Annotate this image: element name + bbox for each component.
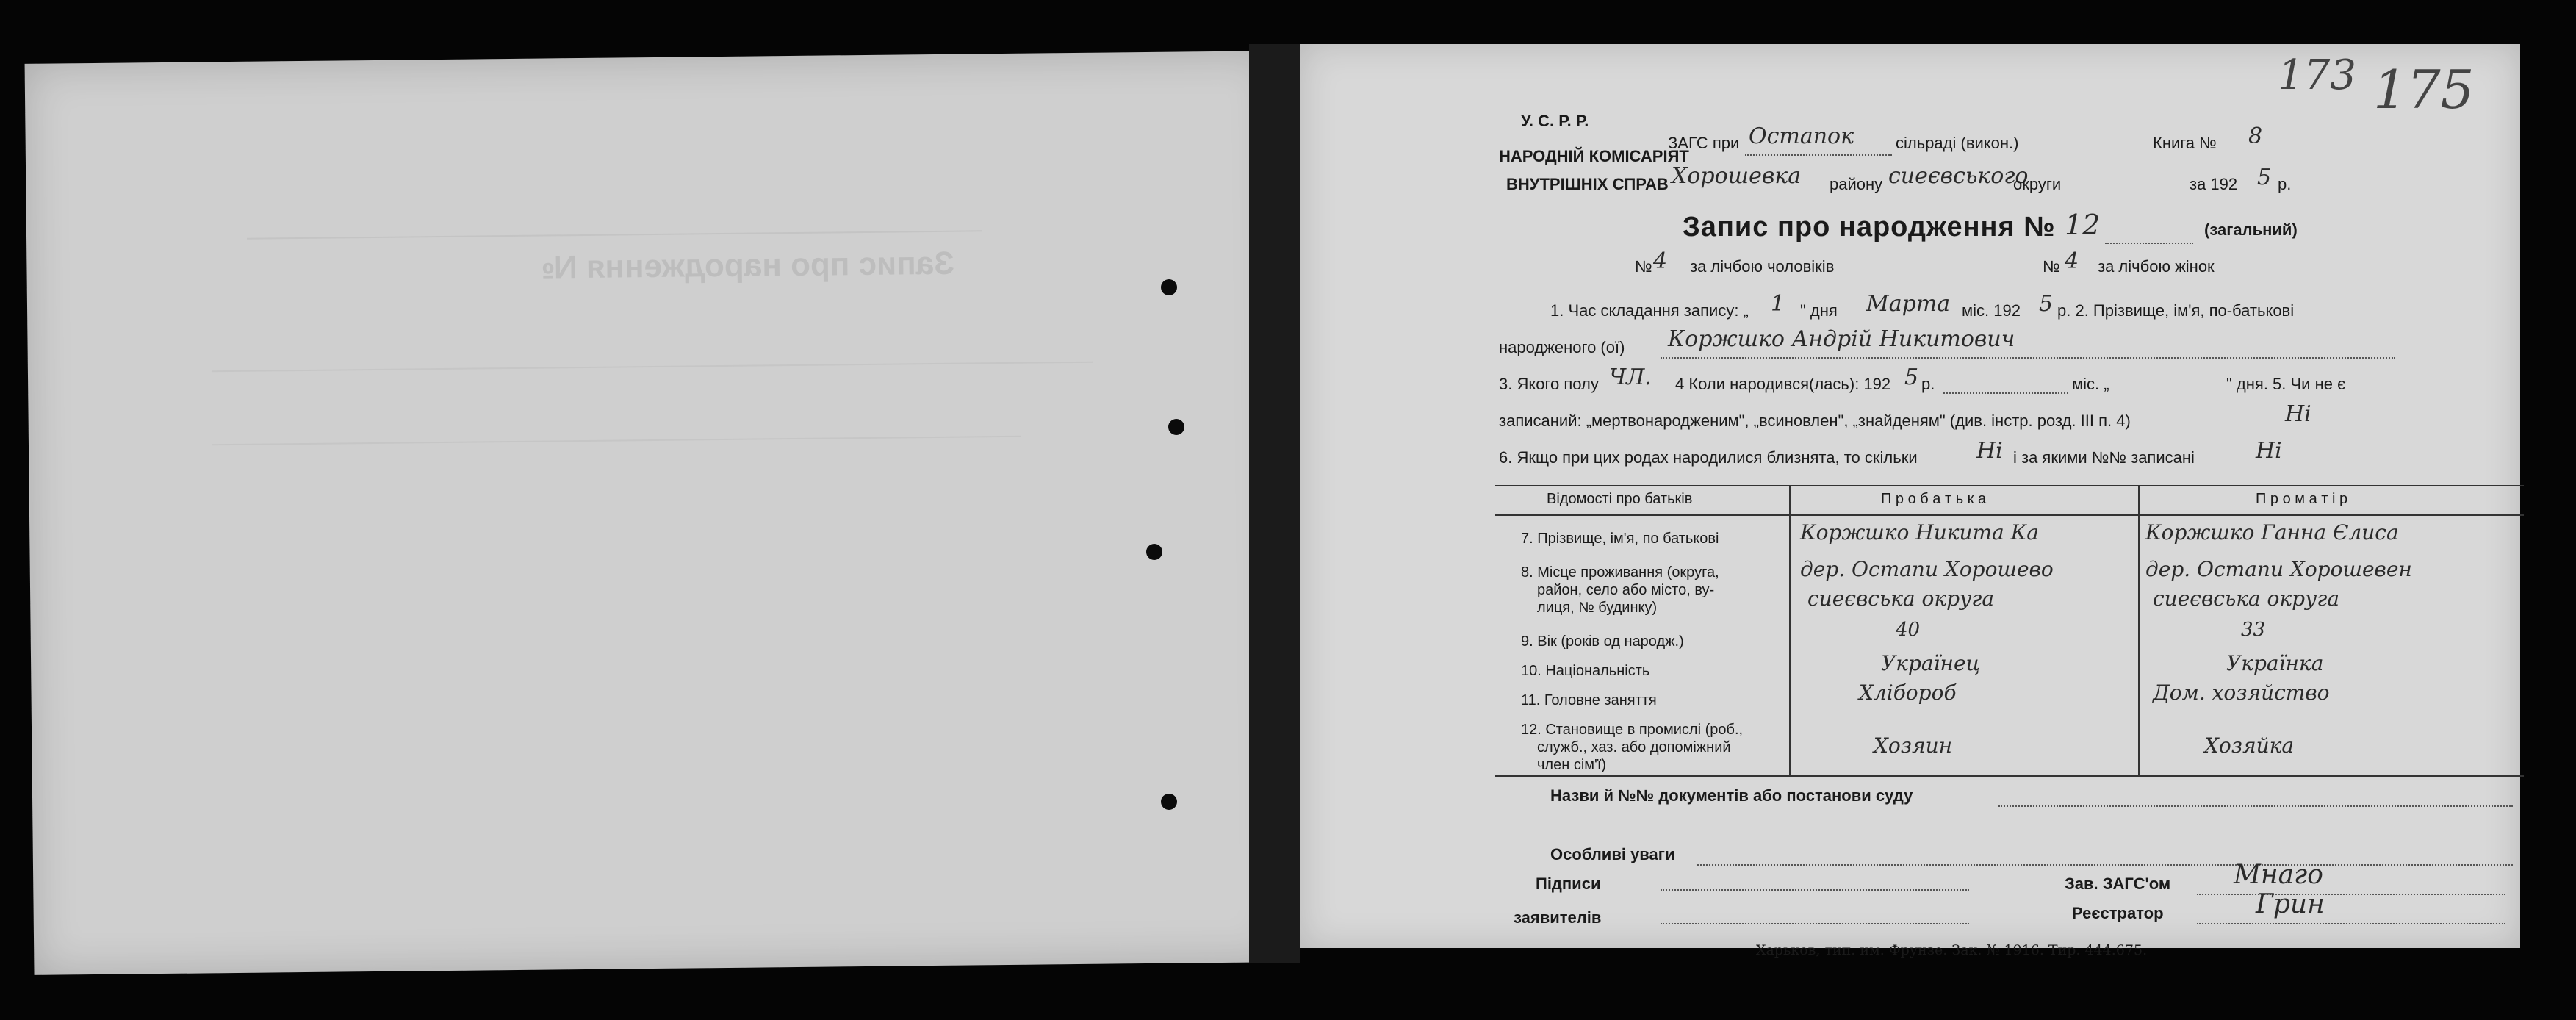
documents-label: Назви й №№ документів або постанови суду <box>1550 786 1913 805</box>
year-label: за 192 <box>2190 175 2238 193</box>
field-1-year-label: міс. 192 <box>1962 301 2021 320</box>
field-1-label: 1. Час складання запису: „ <box>1550 301 1749 320</box>
table-row-label: 11. Головне заняття <box>1521 692 1657 708</box>
field-4-label: 4 Коли народився(лась): 192 <box>1675 375 1891 393</box>
table-row-label: 9. Вік (років од народж.) <box>1521 633 1684 650</box>
field-2-label: р. 2. Прізвище, ім'я, по-батькові <box>2057 301 2295 320</box>
twins-count: Ні <box>1976 438 2003 464</box>
table-header-mother: П р о м а т і р <box>2256 491 2348 507</box>
okrug-label: округи <box>2013 175 2062 193</box>
remarks-label: Особливі уваги <box>1550 845 1675 863</box>
book-number: 8 <box>2248 123 2263 149</box>
binding-hole <box>1146 544 1162 560</box>
female-count-label: за лічбою жінок <box>2098 257 2215 276</box>
district-label: району <box>1830 175 1883 193</box>
ghost-line <box>212 436 1021 446</box>
table-header-info: Відомості про батьків <box>1547 491 1693 507</box>
org-commissariat: НАРОДНІЙ КОМІСАРІЯТ <box>1499 147 1689 165</box>
binding-hole <box>1168 419 1184 435</box>
father-residence: дер. Остапи Хорошево <box>1800 557 2054 581</box>
mother-nationality: Українка <box>2226 651 2324 675</box>
table-header-father: П р о б а т ь к а <box>1881 491 1987 507</box>
zags-label: ЗАГС при <box>1668 134 1740 152</box>
female-count-prefix: № <box>2043 257 2060 276</box>
year-digit: 5 <box>2257 165 2272 190</box>
year-suffix: р. <box>2278 175 2292 193</box>
print-imprint: Харьков, тип. им. Фрунзе. Зак. № 1916. Тир. 444.675. <box>1756 942 2148 958</box>
child-sex: ЧЛ. <box>1609 364 1652 390</box>
male-count-prefix: № <box>1635 257 1652 276</box>
mother-okrug: сиеєвська округа <box>2153 586 2340 611</box>
father-nationality: Українец <box>1881 651 1981 675</box>
zags-village: Остапок <box>1749 123 1854 149</box>
mother-occupation: Дом. хозяйство <box>2153 680 2330 705</box>
org-internal-affairs: ВНУТРІШНІХ СПРАВ <box>1506 175 1669 193</box>
field-1-day-suffix: " дня <box>1800 301 1838 320</box>
registrar-label: Реєстратор <box>2072 904 2164 922</box>
ghost-line <box>247 230 982 239</box>
registrar-signature: Грин <box>2256 889 2325 919</box>
father-occupation: Хлібороб <box>1859 680 1957 705</box>
record-number: 12 <box>2065 209 2101 241</box>
birth-year: 5 <box>1904 364 1919 390</box>
male-count-label: за лічбою чоловіків <box>1690 257 1835 276</box>
table-row-label: 8. Місце проживання (округа, <box>1521 564 1719 581</box>
mother-age: 33 <box>2241 619 2266 641</box>
birth-record-page <box>1300 44 2520 958</box>
zags-head-signature: Мнаго <box>2234 860 2323 890</box>
father-name: Коржшко Никита Ка <box>1800 520 2039 545</box>
field-5-options: записаний: „мертвонародженим", „всиновлен", „знайденям" (див. інстр. розд. III п. 4) <box>1499 412 2131 430</box>
applicants-label: заявителів <box>1514 908 1602 927</box>
archive-number: 175 <box>2373 59 2475 121</box>
twins-records-label: і за якими №№ записані <box>2013 448 2195 467</box>
record-title: Запис про народження № <box>1683 212 2056 243</box>
table-row-label: лиця, № будинку) <box>1537 600 1658 616</box>
field-6-label: 6. Якщо при цих родах народилися близнята, то скільки <box>1499 448 1918 467</box>
father-status: Хозяин <box>1874 733 1953 758</box>
field-1-year: 5 <box>2039 291 2054 317</box>
female-count: 4 <box>2065 248 2079 274</box>
table-row-label: 10. Національність <box>1521 663 1650 679</box>
mother-residence: дер. Остапи Хорошевен <box>2145 557 2412 581</box>
table-row-label: 7. Прізвище, ім'я, по батькові <box>1521 531 1719 547</box>
field-5-label: " дня. 5. Чи не є <box>2226 375 2346 393</box>
child-name: Коржшко Андрій Никитович <box>1668 326 2015 352</box>
male-count: 4 <box>1653 248 1668 274</box>
mother-status: Хозяйка <box>2204 733 2295 758</box>
field-1-month: Марта <box>1866 291 1951 317</box>
binding-hole <box>1161 279 1177 295</box>
table-row-label: служб., хаз. або допоміжний <box>1537 739 1731 755</box>
table-row-label: член сім'ї) <box>1537 757 1607 773</box>
ghost-title: Запис про народження № <box>541 245 954 286</box>
ghost-line <box>212 362 1093 373</box>
signatures-label: Підписи <box>1536 874 1601 893</box>
left-page <box>25 51 1284 975</box>
village-council-label: сільраді (викон.) <box>1896 134 2019 152</box>
field-1-day: 1 <box>1771 291 1785 317</box>
twins-records: Ні <box>2256 438 2282 464</box>
mother-name: Коржшко Ганна Єлиса <box>2145 520 2399 545</box>
field-3-label: 3. Якого полу <box>1499 375 1599 393</box>
org-ussr: У. С. Р. Р. <box>1521 112 1589 130</box>
birth-month-label: міс. „ <box>2072 375 2109 393</box>
record-number-suffix: (загальний) <box>2204 220 2298 239</box>
table-row-label: район, село або місто, ву- <box>1537 582 1715 598</box>
birth-year-suffix: р. <box>1921 375 1935 393</box>
zags-head-label: Зав. ЗАГС'ом <box>2065 874 2171 893</box>
book-label: Книга № <box>2153 134 2217 152</box>
field-5-value: Ні <box>2285 401 2311 427</box>
father-age: 40 <box>1896 619 1921 641</box>
archive-number: 173 <box>2278 51 2356 99</box>
father-okrug: сиеєвська округа <box>1807 586 1995 611</box>
table-row-label: 12. Становище в промислі (роб., <box>1521 722 1744 738</box>
binding-hole <box>1161 794 1177 810</box>
okrug-name: сиеєвського <box>1888 163 2029 189</box>
district-name: Хорошевка <box>1672 163 1802 189</box>
book-spine <box>1249 44 1300 963</box>
child-name-label: народженого (ої) <box>1499 338 1625 356</box>
